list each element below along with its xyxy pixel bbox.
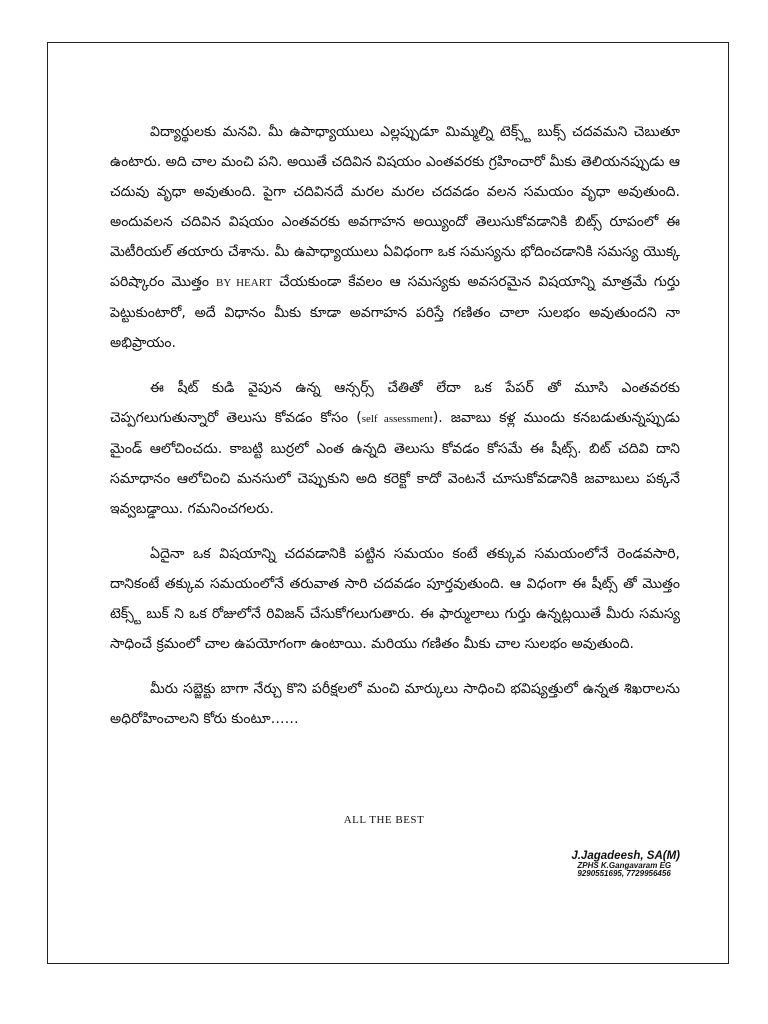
paragraph-revision	[110, 539, 680, 659]
paragraph-self-assessment	[110, 373, 680, 524]
english-phrase: BY HEART	[215, 277, 273, 289]
paragraph-text: విద్యార్థులకు మనవి. మీ ఉపాధ్యాయులు ఎల్లప్పుడూ మిమ్మల్ని టెక్స్ట్ బుక్స్ చదవమని చెబుతూ ఉంటారు. అది చాల మంచి పని. అయితే చదివిన విషయం ఎంతవరకు గ్రహించారో మీకు తెలియనప్పుడు ఆ చదువు వృధా అవుతుంది. పైగా చదివినదే మరల మరల చదవడం వలన సమయం వృధా అవుతుంది. అందువలన చదివిన విషయం ఎంతవరకు అవగాహన అయ్యిందో తెలుసుకోవడానికి బిట్స్ రూపంలో ఈ మెటీరియల్ తయారు చేశాను. మీ ఉపాధ్యాయులు ఏవిధంగా ఒక సమస్యను భోదించడానికి సమస్య యొక్క పరిష్కారం మొత్తం	[110, 124, 680, 290]
english-phrase: self assessment	[361, 413, 433, 425]
school-name: ZPHS K.Gangavaram EG	[577, 861, 672, 871]
paragraph-text: ). జవాబు కళ్ల ముందు కనబడుతున్నప్పుడు మైండ్ ఆలోచించదు. కాబట్టి బుర్రలో ఎంత ఉన్నది తెలుసు కోవడం కోసమే ఈ షీట్స్. బిట్ చదివి దాని సమాధానం ఆలోచించి మనసులో చెప్పుకుని అది కరెక్టో కాదో వెంటనే చూసుకోవడానికి జవాబులు పక్కనే ఇవ్వబడ్డాయి. గమనించగలరు.	[110, 410, 681, 517]
closing-line: ALL THE BEST	[343, 814, 425, 826]
phone-numbers: 9290551695, 7729956456	[577, 869, 671, 879]
author-name: J.Jagadeesh, SA(M)	[571, 850, 680, 862]
paragraph-intro	[110, 117, 680, 358]
paragraph-text: చేయకుండా కేవలం ఆ సమస్యకు అవసరమైన విషయాన్ని మాత్రమే గుర్తు పెట్టుకుంటారో, అదే విధానం మీకు కూడా అవగాహన పరిస్తే గణితం చాలా సులభం అవుతుందని నా అభిప్రాయం.	[110, 274, 680, 351]
signature-block	[571, 850, 680, 879]
paragraph-text: మీరు సబ్జెక్టు బాగా నేర్చు కొని పరీక్షలలో మంచి మార్కులు సాధించి భవిష్యత్తులో ఉన్నత శిఖరాలను అధిరోహించాలని కోరు కుంటూ……	[110, 681, 680, 727]
paragraph-text: ఏదైనా ఒక విషయాన్ని చదవడానికి పట్టిన సమయం కంటే తక్కువ సమయంలోనే రెండవసారి, దానికంటే తక్కువ సమయంలోనే తరువాత సారి చదవడం పూర్తవుతుంది. ఆ విధంగా ఈ షీట్స్ తో మొత్తం టెక్స్ట్ బుక్ ని ఒక రోజులోనే రివిజన్ చేసుకోగలుగుతారు. ఈ ఫార్ములాలు గుర్తు ఉన్నట్లయితే మీరు సమస్య సాధించే క్రమంలో చాల ఉపయోగంగా ఉంటాయి. మరియు గణితం మీకు చాల సులభం అవుతుంది.	[110, 546, 680, 652]
letter-body	[110, 117, 680, 749]
paragraph-text: ఈ షీట్ కుడి వైపున ఉన్న ఆన్సర్స్ చేతితో లేదా ఒక పేపర్ తో మూసి ఎంతవరకు చెప్పగలుగుతున్నారో తెలుసు కోవడం కోసం (	[110, 380, 680, 426]
paragraph-wishes	[110, 674, 680, 734]
